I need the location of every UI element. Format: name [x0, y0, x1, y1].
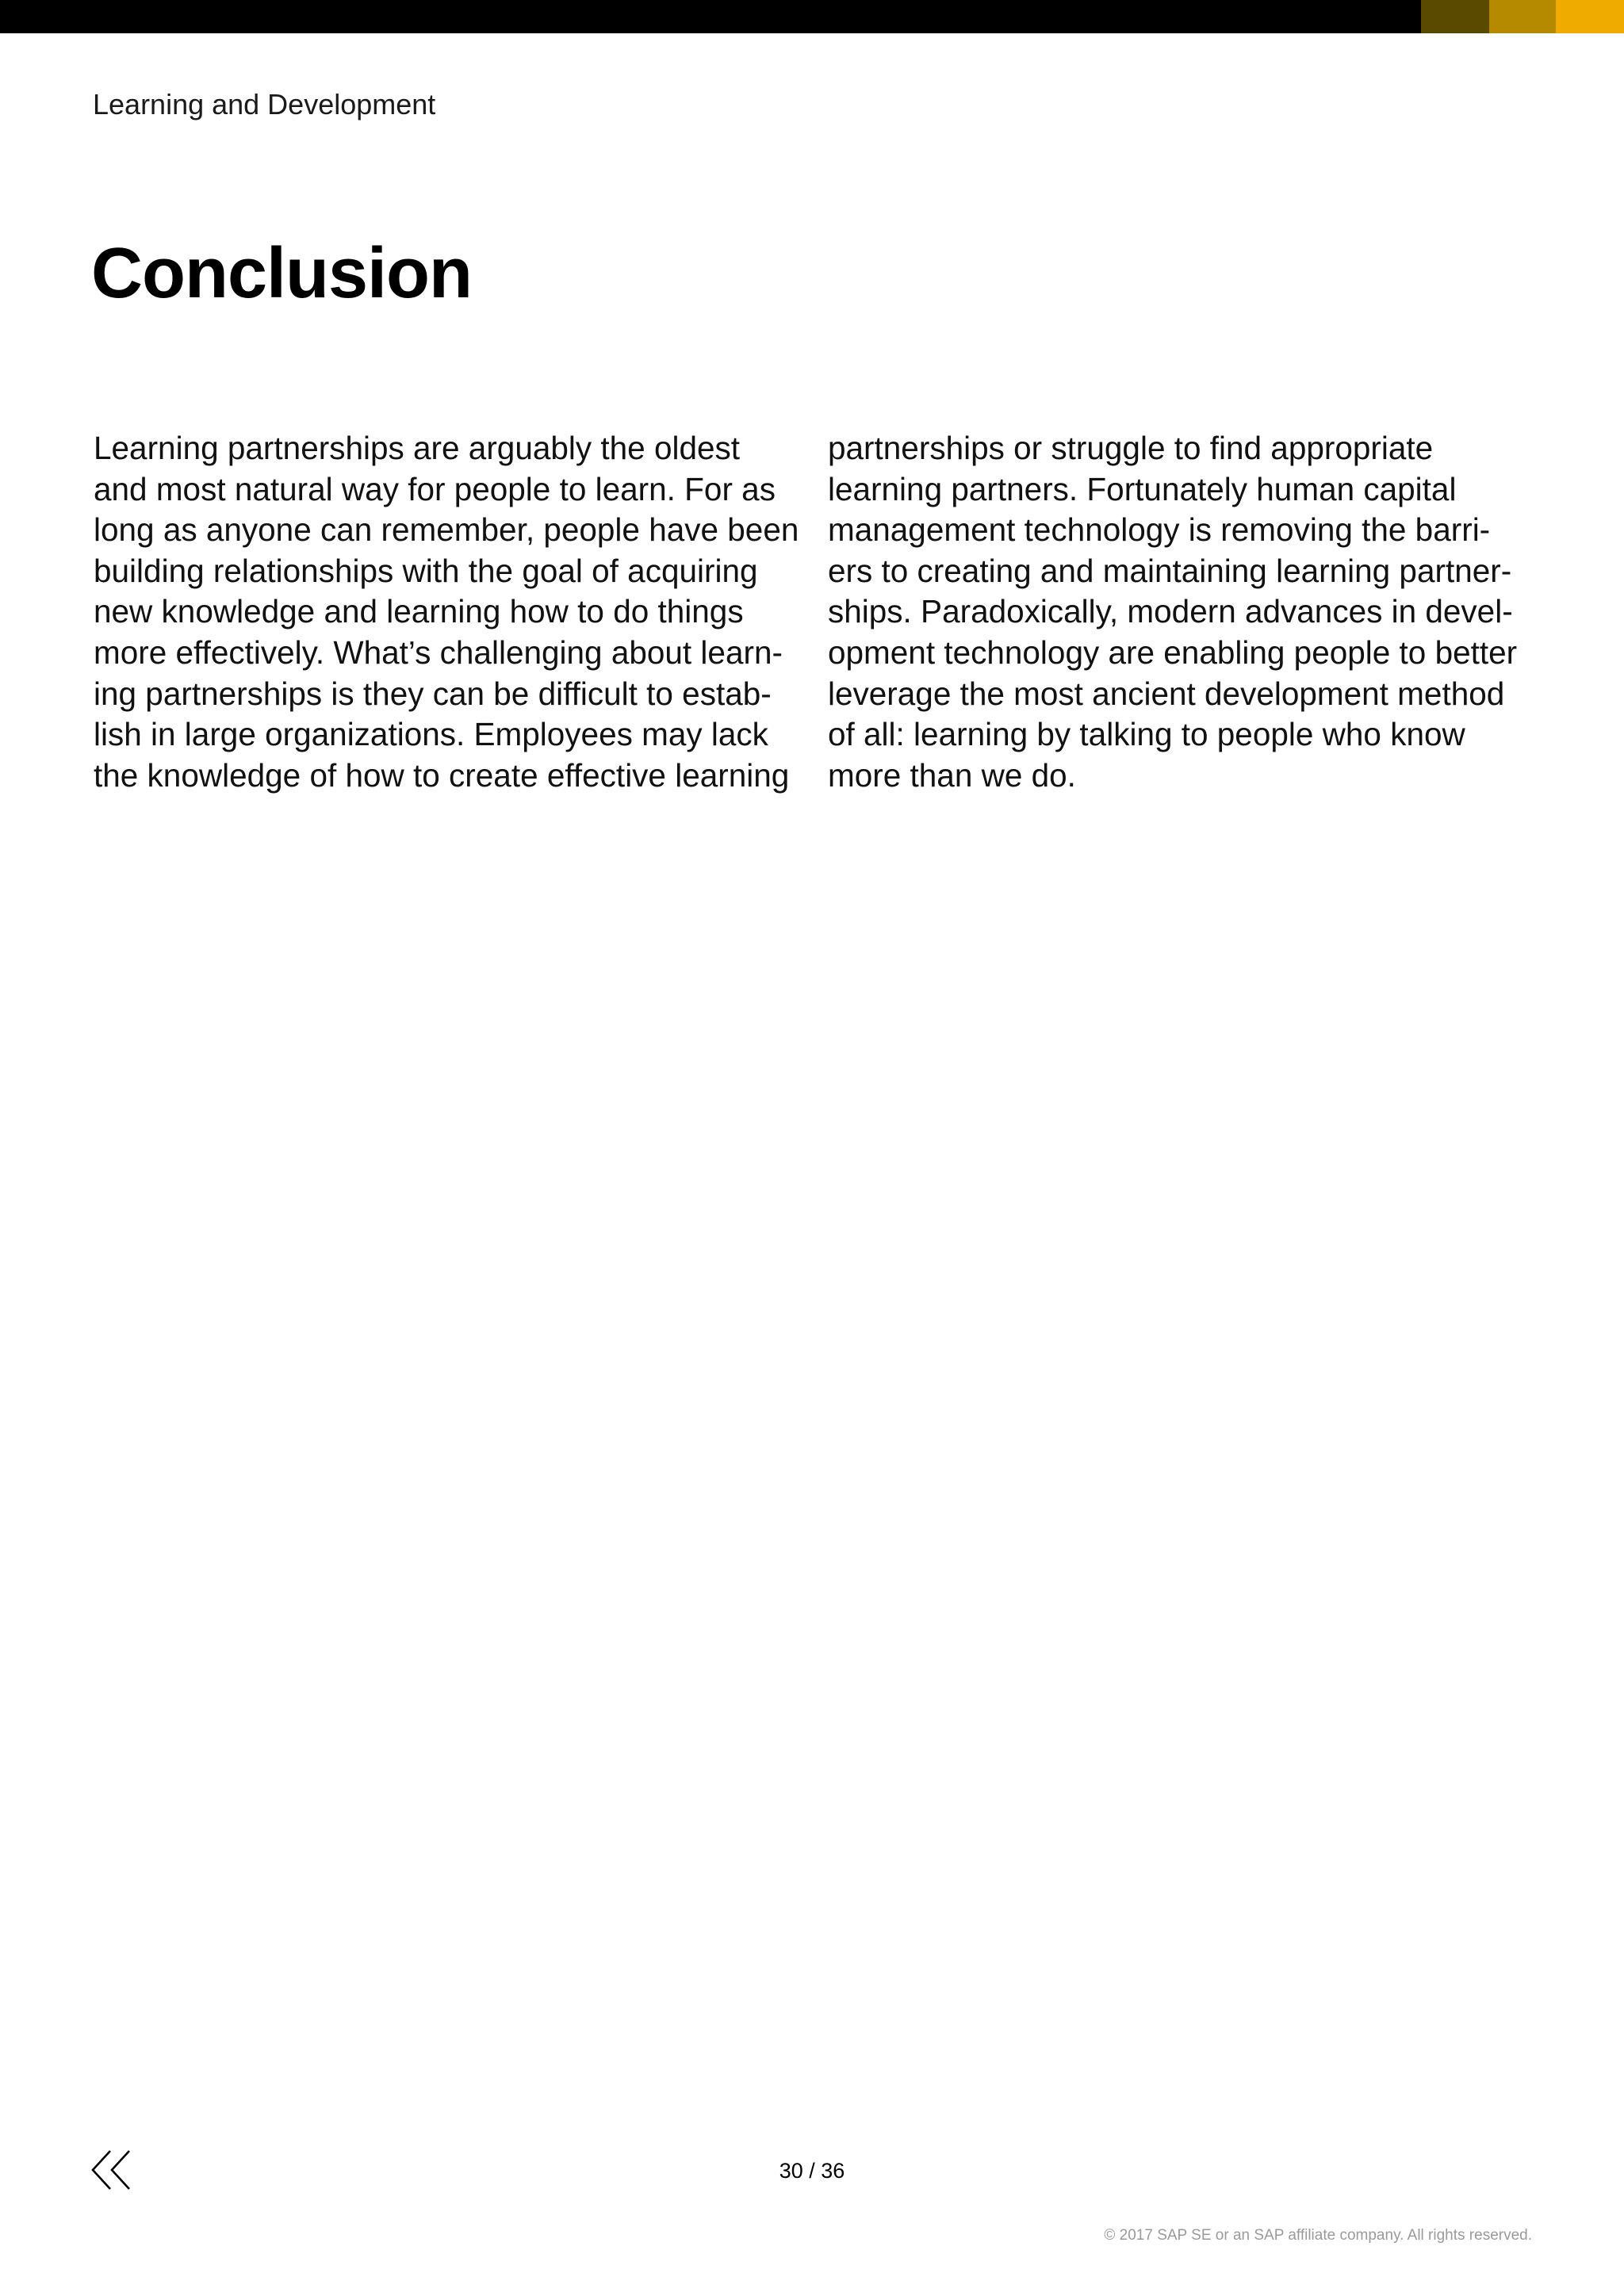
body-line: of all: learning by talking to people who know [828, 716, 1465, 753]
top-color-bar [0, 0, 1624, 33]
body-column-right [828, 428, 1530, 796]
body-line: and most natural way for people to learn. For as [94, 470, 776, 507]
body-line: more effectively. What’s challenging about learn- [94, 633, 783, 671]
page-number: 30 / 36 [779, 2159, 845, 2183]
body-line: long as anyone can remember, people have been [94, 511, 799, 549]
body-line: ships. Paradoxically, modern advances in devel- [828, 593, 1513, 630]
color-swatch-dark [1421, 0, 1489, 33]
body-line: partnerships or struggle to find appropriate [828, 430, 1434, 466]
body-line: opment technology are enabling people to better [828, 633, 1518, 671]
color-swatch-mid [1489, 0, 1557, 33]
body-column-left [94, 428, 799, 796]
body-line: leverage the most ancient development method [828, 675, 1505, 712]
body-line: more than we do. [828, 756, 1076, 794]
body-line: the knowledge of how to create effective learning [94, 756, 790, 794]
body-line: building relationships with the goal of acquiring [94, 552, 758, 589]
body-line: Learning partnerships are arguably the oldest [94, 430, 741, 466]
section-label: Learning and Development [93, 88, 436, 121]
copyright-notice: © 2017 SAP SE or an SAP affiliate company. All rights reserved. [1104, 2227, 1532, 2244]
body-line: ers to creating and maintaining learning partner- [828, 552, 1512, 589]
color-swatch-bright [1556, 0, 1624, 33]
body-line: new knowledge and learning how to do things [94, 593, 744, 630]
body-line: lish in large organizations. Employees may lack [94, 716, 768, 753]
body-line: ing partnerships is they can be difficult to estab- [94, 675, 772, 712]
page-title: Conclusion [91, 234, 472, 313]
body-line: learning partners. Fortunately human capital [828, 470, 1457, 507]
body-line: management technology is removing the barri- [828, 511, 1491, 549]
